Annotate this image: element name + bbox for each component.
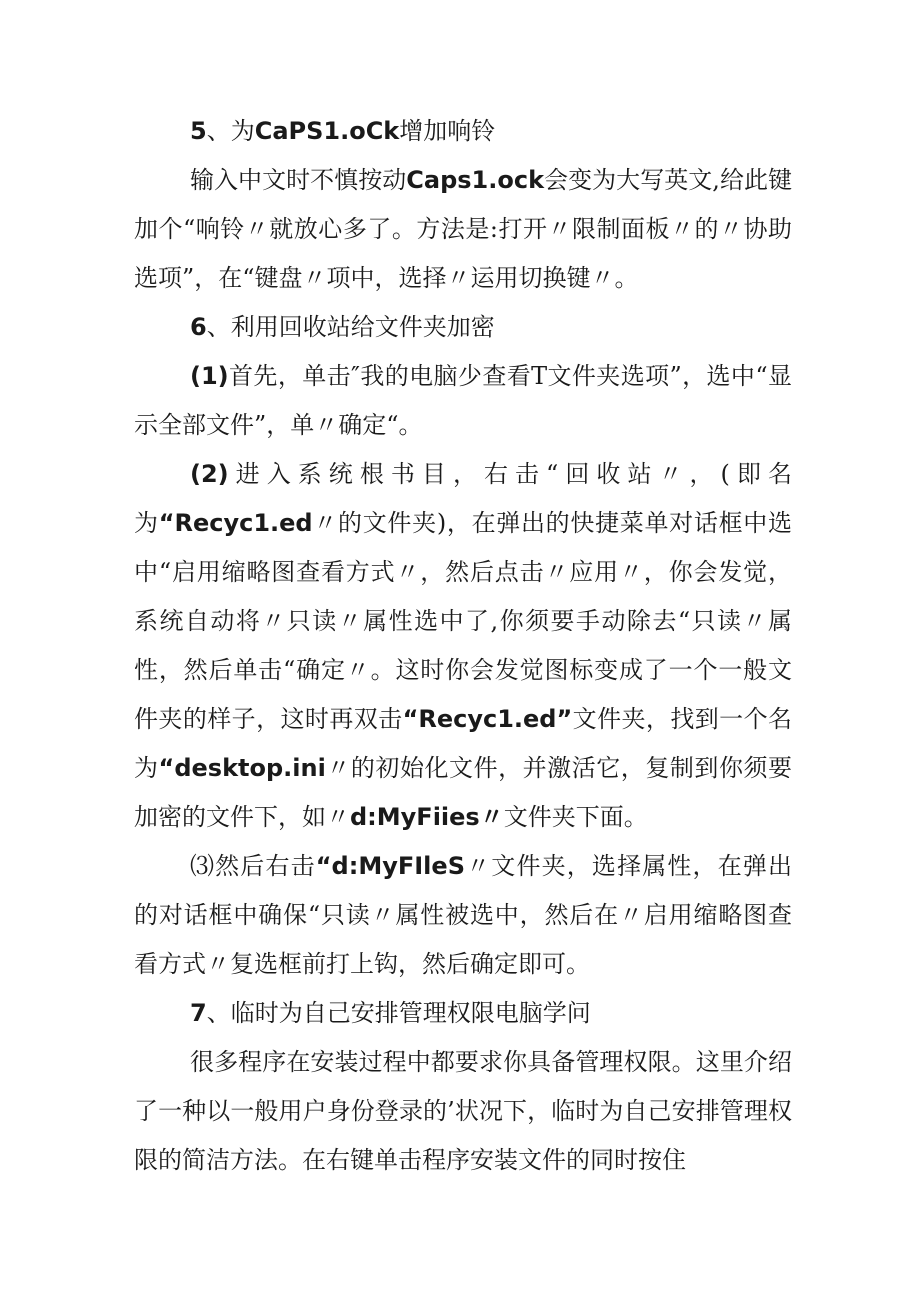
section-title-tail: 增加响铃: [399, 117, 496, 145]
paragraph: [134, 450, 792, 842]
text-run: 〃文件夹，选择属性，在弹出的对话框中确保“只读〃属性被选中，然后在〃启用缩略图查看方式〃复选框前打上钩，然后确定即可。: [134, 852, 793, 978]
bold-run: “desktop.ini: [158, 754, 326, 782]
bold-run: “Recyc1.ed: [158, 509, 313, 537]
text-run: 进入系统根书目，右击“回收站〃，(即名为: [134, 460, 792, 537]
bold-run: Caps1.ock: [406, 166, 545, 194]
section-heading-7: [134, 989, 792, 1038]
paragraph: [134, 352, 792, 450]
section-heading-5: [134, 107, 792, 156]
section-number: 6: [190, 313, 207, 341]
text-run: 文件夹下面。: [503, 803, 648, 831]
paragraph: [134, 156, 792, 303]
text-run: 会变为大写英文,给此键加个“响铃〃就放心多了。方法是:打开〃限制面板〃的〃协助选项”，在“键盘〃项中，选择〃运用切换键〃。: [134, 166, 793, 292]
paragraph: [134, 1038, 792, 1185]
text-run: 首先，单击″我的电脑少查看T文件夹选项”，选中“显示全部文件”，单〃确定“。: [134, 362, 792, 439]
section-number: 7: [190, 999, 207, 1027]
text-run: 很多程序在安装过程中都要求你具备管理权限。这里介绍了一种以一般用户身份登录的’状况下，临时为自己安排管理权限的简洁方法。在右键单击程序安装文件的同时按住: [134, 1048, 792, 1174]
step-marker: (1): [190, 362, 229, 390]
text-run: 输入中文时不慎按动: [190, 166, 407, 194]
bold-run: “Recyc1.ed”: [402, 705, 573, 733]
section-heading-6: [134, 303, 792, 352]
text-run: 〃的初始化文件，并激活它，复制到你须要加密的文件下，如〃: [134, 754, 793, 831]
section-title-text: 、利用回收站给文件夹加密: [206, 313, 495, 341]
text-run: ⑶然后右击: [190, 852, 316, 880]
text-run: 〃的文件夹)，在弹出的快捷菜单对话框中选中“启用缩略图查看方式〃，然后点击〃应用〃，你会发觉，系统自动将〃只读〃属性选中了,你须要手动除去“只读〃属性，然后单击“确定〃。这时你会发觉图标变成了一个一般文件夹的样子，这时再双击: [134, 509, 792, 733]
section-title-text: 、临时为自己安排管理权限电脑学问: [206, 999, 591, 1027]
section-title-text: 、为: [206, 117, 255, 145]
paragraph: [134, 842, 792, 989]
bold-run: “d:MyFIleS: [315, 852, 465, 880]
step-marker: (2): [190, 460, 229, 488]
section-title-keyword: CaPS1.oCk: [254, 117, 400, 145]
bold-run: d:MyFiies〃: [350, 803, 504, 831]
text-run: 文件夹，找到一个名为: [134, 705, 793, 782]
document-body: [134, 107, 792, 1185]
section-number: 5: [190, 117, 207, 145]
